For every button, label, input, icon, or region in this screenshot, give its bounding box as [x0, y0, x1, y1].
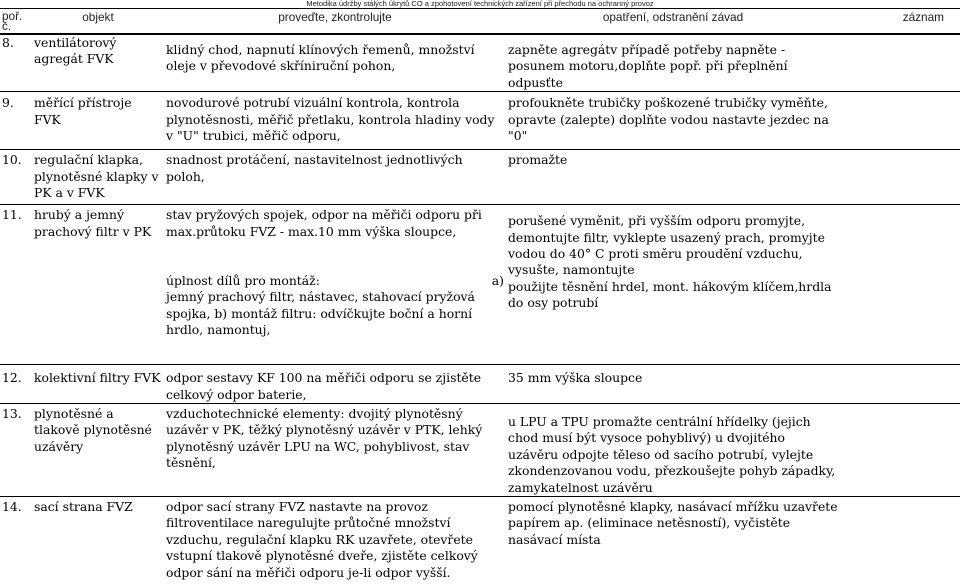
row-opatreni: 35 mm výška sloupce: [506, 365, 840, 404]
row-objekt: regulační klapka, plynotěsné klapky v PK a v FVK: [32, 150, 164, 205]
row-objekt: ventilátorový agregát FVK: [34, 35, 117, 67]
header-provedte: proveďte, zkontrolujte: [164, 9, 506, 35]
row-opatreni-cell: [506, 205, 840, 365]
assembly-marker: a): [491, 273, 504, 289]
row-zaznam: [840, 205, 960, 365]
row-provedte: novodurové potrubí vizuální kontrola, kontrola plynotěsnosti, měřič přetlaku, kontrola hladiny vody v "U" trubici, měřič odporu,: [164, 92, 506, 150]
row-zaznam: [840, 92, 960, 150]
row-number: 8.: [2, 35, 14, 50]
table-row: [0, 34, 960, 92]
row-opatreni: u LPU a TPU promažte centrální hřídelky (jejich chod musí být vysoce pohyblivý) u dvojitého uzávěru odpojte těleso od sacího potrubí, vylejte zkondenzovanou vodu, přezkoušejte pohyb západky, zamykatelnost uzávěru: [506, 404, 840, 497]
row-number: 10.: [0, 150, 32, 205]
row-number: 9.: [0, 92, 32, 150]
header-zaznam: záznam: [840, 9, 960, 35]
row-provedte: odpor sestavy KF 100 na měřiči odporu se zjistěte celkový odpor baterie,: [164, 365, 506, 404]
row-number: 11.: [0, 205, 32, 365]
row-provedte: vzduchotechnické elementy: dvojitý plynotěsný uzávěr v PK, těžký plynotěsný uzávěr v PTK, lehký plynotěsný uzávěr LPU na WC, pohyblivost, stav těsnění,: [164, 404, 506, 497]
row-provedte: odpor sací strany FVZ nastavte na provoz filtroventilace naregulujte průtočné množství vzduchu, regulační klapku RK uzavřete, otevřete vstupní tlakově plynotěsné dveře, zjistěte celkový odpor sání na měřiči odporu je-li odpor vyšší.: [164, 497, 506, 587]
row-zaznam: [840, 404, 960, 497]
table-row: [0, 150, 960, 205]
row-zaznam: [840, 150, 960, 205]
row-provedte: klidný chod, napnutí klínových řemenů, množství oleje v převodové skříniruční pohon,: [166, 42, 475, 74]
row-provedte: snadnost protáčení, nastavitelnost jednotlivých poloh,: [164, 150, 506, 205]
row-objekt: plynotěsné a tlakově plynotěsné uzávěry: [32, 404, 164, 497]
table-row: [0, 404, 960, 497]
assembly-text: jemný prachový filtr, nástavec, stahovací pryžová spojka, b) montáž filtru: odvíčkujte boční a horní hrdlo, namontuj,: [166, 289, 475, 338]
row-objekt: hrubý a jemný prachový filtr v PK: [32, 205, 164, 365]
assembly-line: [166, 273, 504, 289]
row-objekt: kolektivní filtry FVK: [32, 365, 164, 404]
row-zaznam: [840, 365, 960, 404]
row-opatreni: pomocí plynotěsné klapky, nasávací mřížku uzavřete papírem ap. (eliminace netěsností), vyčistěte nasávací místa: [506, 497, 840, 587]
row-opatreni-2: použijte těsnění hrdel, mont. hákovým klíčem,hrdla do osy potrubí: [508, 278, 832, 311]
table-row: [0, 92, 960, 150]
row-number: 14.: [0, 497, 32, 587]
row-provedte-cell: [164, 205, 506, 365]
table-row: [0, 365, 960, 404]
header-opatreni: opatření, odstranění závad: [506, 9, 840, 35]
row-objekt: měřící přístroje FVK: [32, 92, 164, 150]
row-number: 12.: [0, 365, 32, 404]
row-opatreni: profoukněte trubičky poškozené trubičky vyměňte, opravte (zalepte) doplňte vodou nastavte jezdec na "0": [506, 92, 840, 150]
maintenance-table: [0, 8, 960, 587]
row-opatreni: porušené vyměnit, při vyšším odporu promyjte, demontujte filtr, vyklepte usazený prach, promyjte vodou do 40° C proti směru proudění vzduchu, vysušte, namontujte: [508, 213, 825, 278]
document-title: Metodika údržby stálých úkrytů CO a zpohotovení technických zařízení při přechodu na ochranný provoz: [306, 0, 654, 8]
row-zaznam: [840, 34, 960, 92]
row-opatreni: zapněte agregátv případě potřeby napněte - posunem motoru,doplňte popř. při přeplnění odpusťte: [508, 42, 788, 90]
header-objekt: objekt: [32, 9, 164, 35]
table-row: [0, 497, 960, 587]
row-objekt: sací strana FVZ: [32, 497, 164, 587]
row-opatreni: promažte: [506, 150, 840, 205]
row-number: 13.: [0, 404, 32, 497]
row-provedte: stav pryžových spojek, odpor na měřiči odporu při max.průtoku FVZ - max.10 mm výška sloupce,: [166, 207, 482, 239]
row-zaznam: [840, 497, 960, 587]
table-row: [0, 205, 960, 365]
table-header-row: [0, 9, 960, 35]
assembly-heading: úplnost dílů pro montáž:: [166, 273, 320, 289]
header-poradi: poř. č.: [2, 9, 23, 33]
